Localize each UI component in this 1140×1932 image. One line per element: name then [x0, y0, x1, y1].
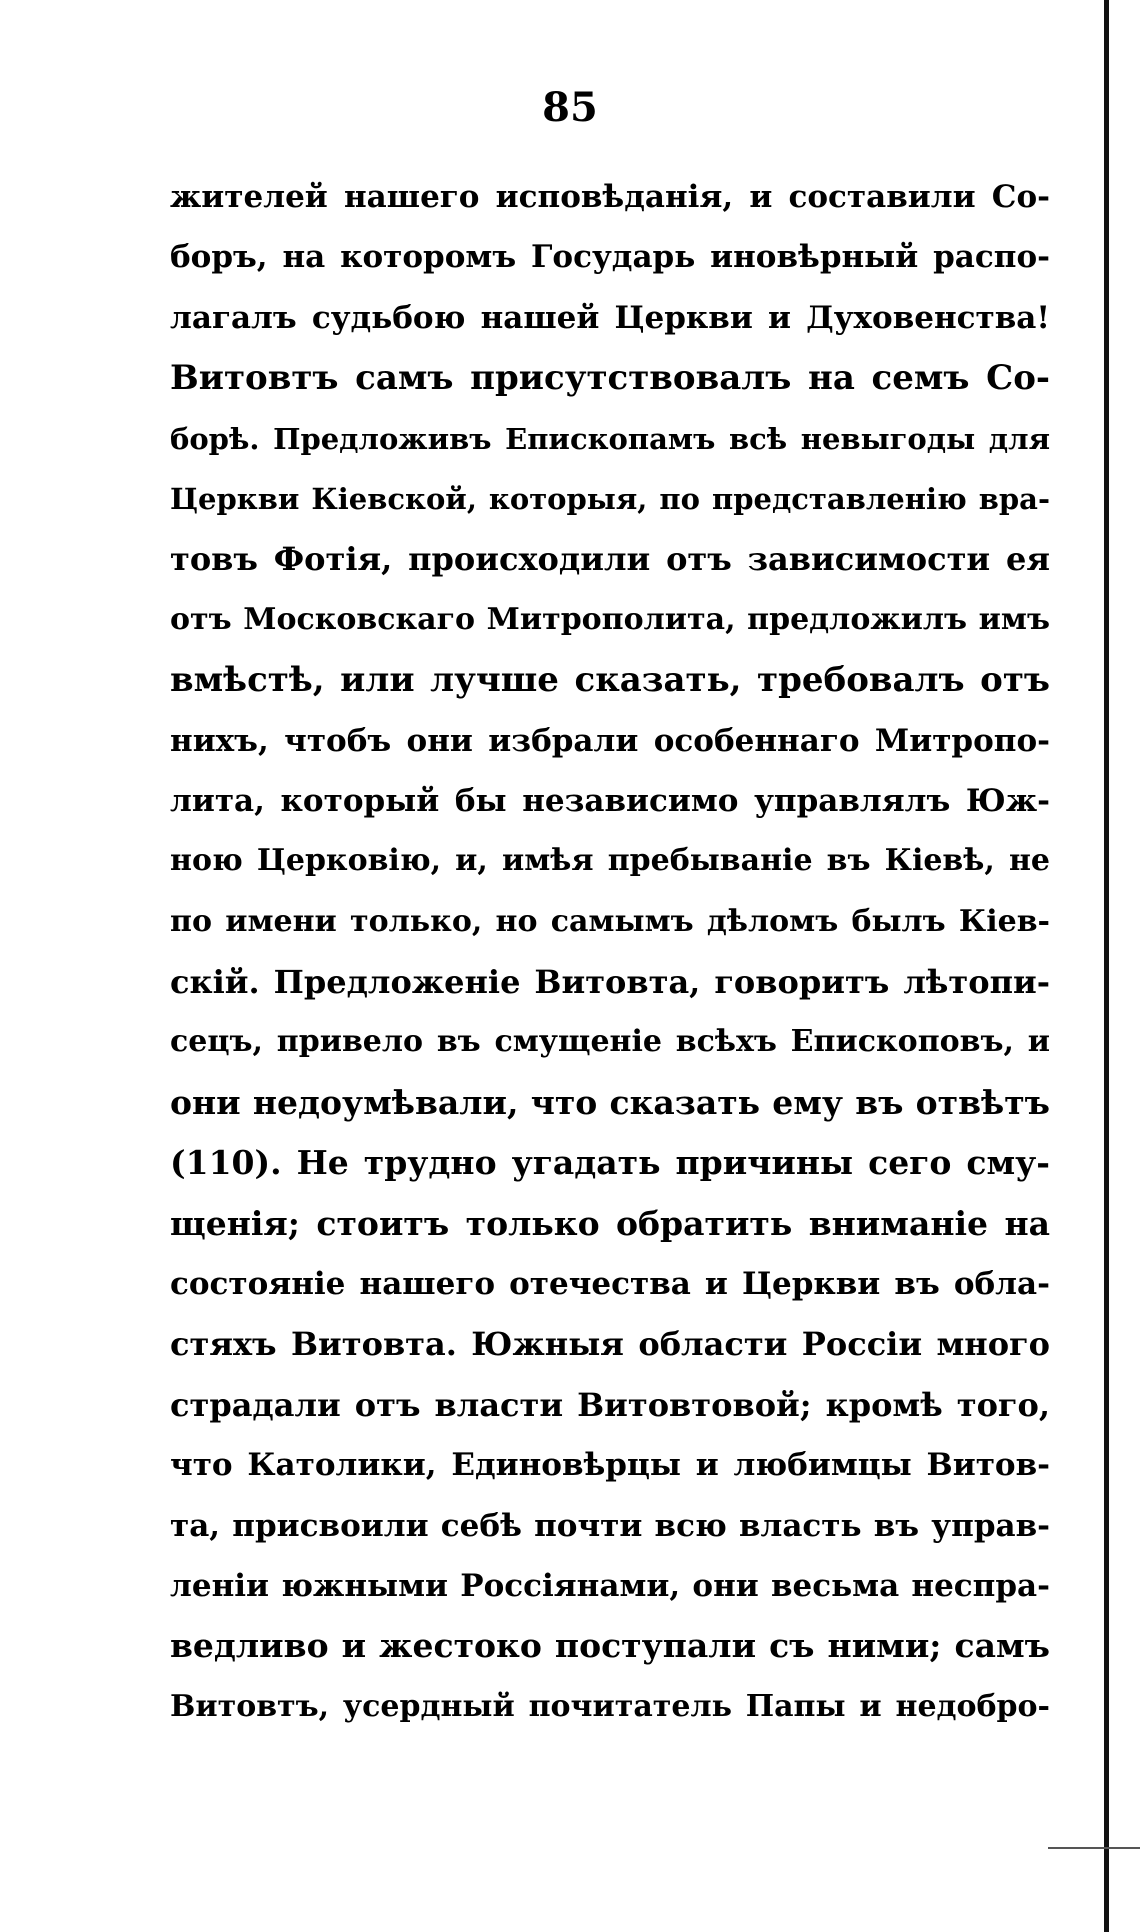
text-line: товъ Фотія, происходили отъ зависимости ея: [170, 540, 1050, 579]
page-edge-rule: [1104, 0, 1109, 1932]
text-line: стяхъ Витовта. Южныя области Россіи много: [170, 1325, 1050, 1364]
text-line: нихъ, чтобъ они избрали особеннаго Митропо-: [170, 722, 1050, 759]
text-line: боръ, на которомъ Государь иновѣрный распо-: [170, 239, 1050, 276]
text-line: вмѣстѣ, или лучше сказать, требовалъ отъ: [170, 660, 1050, 701]
text-line: ведливо и жестоко поступали съ ними; самъ: [170, 1626, 1050, 1666]
text-line: (110). Не трудно угадать причины сего сму-: [170, 1143, 1050, 1183]
text-line: состояніе нашего отечества и Церкви въ обла-: [170, 1266, 1050, 1303]
text-line: леніи южными Россіянами, они весьма неспра-: [170, 1567, 1050, 1604]
text-line: ною Церковію, и, имѣя пребываніе въ Кіевѣ, не: [170, 843, 1050, 879]
body-text: [170, 167, 1050, 1737]
text-line: по имени только, но самымъ дѣломъ былъ Кіев-: [170, 903, 1050, 939]
scan-mark: [1048, 1847, 1140, 1849]
text-line: та, присвоили себѣ почти всю власть въ управ-: [170, 1507, 1050, 1544]
text-line: сецъ, привело въ смущеніе всѣхъ Епископовъ, и: [170, 1024, 1050, 1060]
text-line: лагалъ судьбою нашей Церкви и Духовенства!: [170, 299, 1050, 336]
text-line: скій. Предложеніе Витовта, говоритъ лѣтопи-: [170, 963, 1050, 1002]
text-line: отъ Московскаго Митрополита, предложилъ имъ: [170, 601, 1050, 637]
text-line: Церкви Кіевской, которыя, по представленію вра-: [170, 481, 1050, 516]
text-line: борѣ. Предложивъ Епископамъ всѣ невыгоды для: [170, 421, 1050, 456]
text-line: лита, который бы независимо управлялъ Юж-: [170, 782, 1050, 819]
text-line: щенія; стоитъ только обратить вниманіе на: [170, 1203, 1050, 1243]
text-line: Витовтъ, усердный почитатель Папы и недобро-: [170, 1688, 1050, 1724]
page-number: 85: [542, 84, 598, 131]
text-line: что Католики, Единовѣрцы и любимцы Витов-: [170, 1447, 1050, 1484]
text-line: жителей нашего исповѣданія, и составили Со-: [170, 179, 1050, 215]
text-line: Витовтъ самъ присутствовалъ на семъ Со-: [170, 358, 1050, 399]
text-line: они недоумѣвали, что сказать ему въ отвѣтъ: [170, 1082, 1050, 1122]
text-line: страдали отъ власти Витовтовой; кромѣ того,: [170, 1385, 1050, 1424]
